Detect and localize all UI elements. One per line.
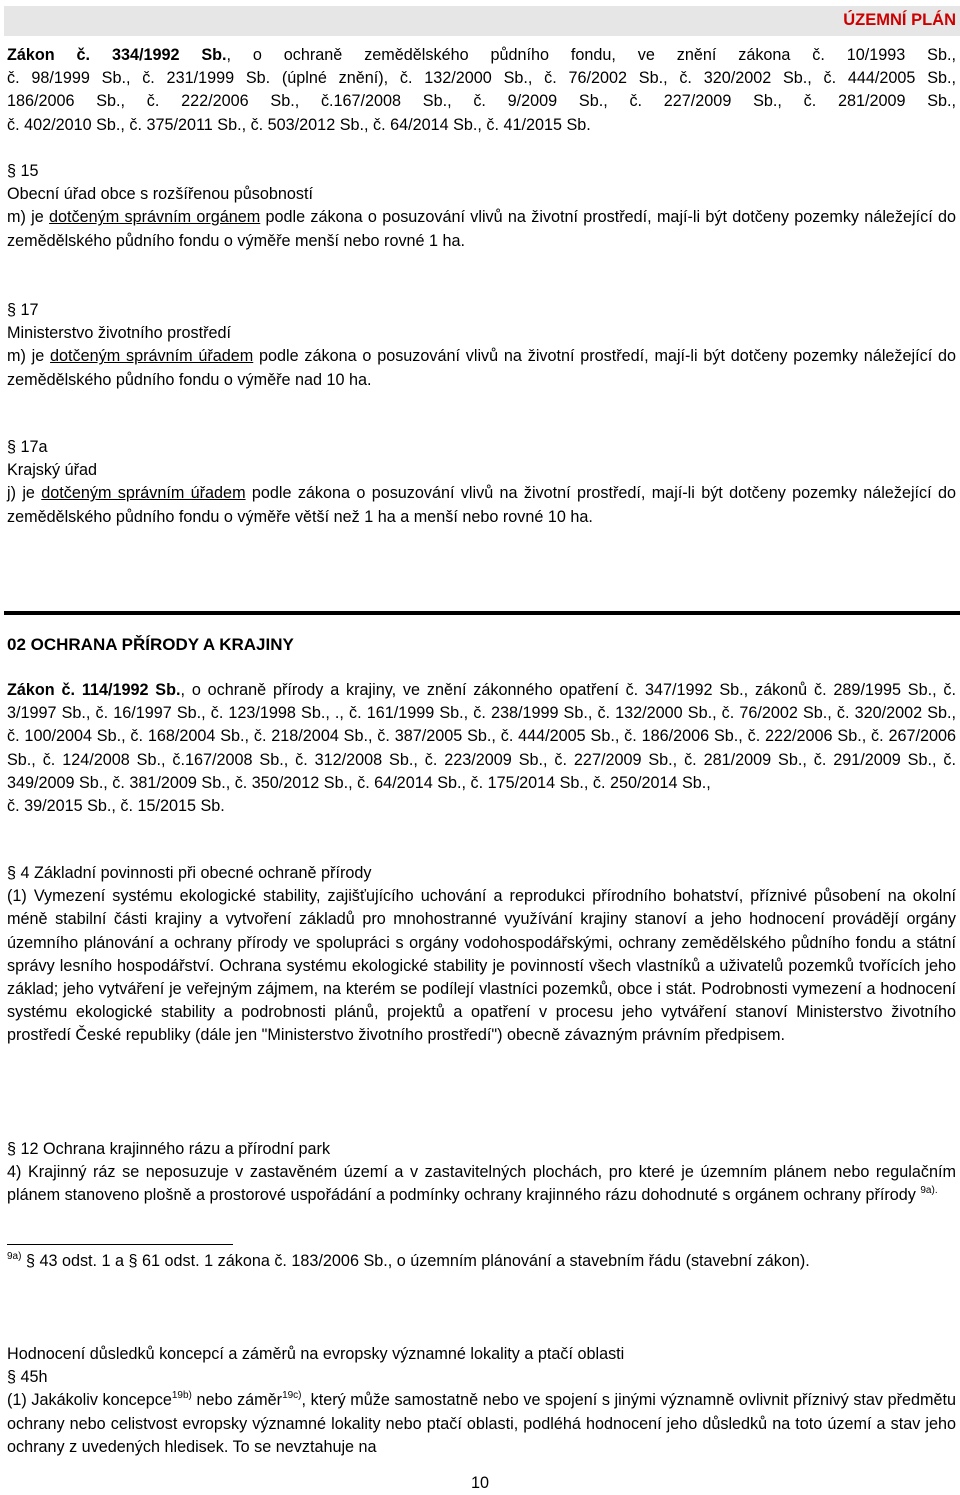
section-45h (7, 1343, 956, 1459)
section-17a-item-rest: podle zákona o posuzování vlivů na životní prostředí, mají-li být dotčeny pozemky náležející do zemědělského půdního fondu o výměře větší než 1 ha a menší nebo rovné 10 ha. (7, 484, 956, 526)
section-17 (7, 299, 956, 392)
agri-law-line-4: č. 402/2010 Sb., č. 375/2011 Sb., č. 503/2012 Sb., č. 64/2014 Sb., č. 41/2015 Sb. (7, 115, 591, 134)
section-15-item-link: dotčeným správním orgánem (49, 208, 261, 227)
footnote-text (7, 1250, 956, 1273)
section-12-body: 4) Krajinný ráz se neposuzuje v zastavěném území a v zastavitelných plochách, pro které je územním plánem nebo regulačním plánem stanoveno plošně a prostorové uspořádání a podmínky ochrany krajinného rázu dohodnuté s orgánem ochrany přírody (7, 1163, 956, 1205)
section-45h-intro: Hodnocení důsledků koncepcí a záměrů na evropsky významné lokality a ptačí oblasti (7, 1345, 625, 1363)
section-17-heading: § 17 (7, 301, 39, 319)
footnote-ref-9a: 9a). (920, 1185, 938, 1197)
section-17-item-link: dotčeným správním úřadem (50, 347, 254, 366)
footnote-rule (7, 1244, 233, 1245)
section-15-item-prefix: m) je (7, 208, 50, 227)
section-12 (7, 1138, 956, 1208)
section-45h-part-1: (1) Jakákoliv koncepce (7, 1391, 172, 1410)
page-header (4, 6, 960, 36)
section-45h-part-3: , který může samostatně nebo ve spojení s jinými významně ovlivnit příznivý stav předmětu ochrany nebo celistvost evropsky významné lokality nebo ptačí oblasti, podléhá hodnocení jeho důsledků na toto území a stav jeho ochrany z uvedených hledisek. To se nevztahuje na (7, 1391, 956, 1456)
chapter-separator (4, 611, 960, 615)
footnote-ref-19c: 19c) (282, 1390, 302, 1402)
section-17a-item-prefix: j) je (7, 484, 42, 503)
footnote-ref-19b: 19b) (171, 1390, 192, 1402)
nature-law-lead: Zákon č. 114/1992 Sb. (7, 681, 181, 699)
agri-law-line-2: č. 98/1999 Sb., č. 231/1999 Sb. (úplné znění), č. 132/2000 Sb., č. 76/2002 Sb., č. 320/2002 Sb., č. 444/2005 Sb., (7, 69, 956, 88)
section-17a-authority: Krajský úřad (7, 461, 97, 480)
agri-law-line-1 (7, 44, 956, 67)
chapter-title: 02 OCHRANA PŘÍRODY A KRAJINY (7, 635, 294, 654)
section-15-heading: § 15 (7, 162, 39, 180)
footnote-body: § 43 odst. 1 a § 61 odst. 1 zákona č. 183/2006 Sb., o územním plánování a stavebním řádu (stavební zákon). (21, 1252, 810, 1270)
document-title: ÚZEMNÍ PLÁN (843, 11, 956, 29)
section-12-heading: § 12 Ochrana krajinného rázu a přírodní park (7, 1140, 331, 1158)
nature-law-citation (7, 679, 956, 818)
section-17-item-rest: podle zákona o posuzování vlivů na životní prostředí, mají-li být dotčeny pozemky náležející do zemědělského půdního fondu o výměře nad 10 ha. (7, 347, 956, 389)
section-4-text: (1) Vymezení systému ekologické stability, zajišťujícího uchování a reprodukci přírodního bohatství, příznivé působení na okolní méně stabilní části krajiny a vytvoření základů pro mnohostranné využívání krajiny stanoví a jeho hodnocení provádějí orgány územního plánování a ochrany přírody ve spolupráci s orgány vodohospodářskými, ochrany zemědělského půdního fondu a státní správy lesního hospodářství. Ochrana systému ekologické stability je povinností všech vlastníků a uživatelů pozemků tvořících jeho základ; jeho vytváření je veřejným zájmem, na kterém se podílejí vlastníci pozemků, obce i stát. Podrobnosti vymezení a hodnocení systému ekologické stability a podrobnosti plánů, projektů a opatření v procesu jeho vytváření stanoví Ministerstvo životního prostředí České republiky (dále jen "Ministerstvo životního prostředí") obecně závazným právním předpisem. (7, 887, 956, 1045)
agri-law-citation (7, 44, 956, 137)
section-17-item-prefix: m) je (7, 347, 51, 366)
section-15-authority: Obecní úřad obce s rozšířenou působností (7, 185, 313, 204)
section-45h-heading: § 45h (7, 1368, 48, 1387)
footnote (7, 1250, 956, 1273)
section-12-text (7, 1161, 956, 1207)
nature-law-last-line: č. 39/2015 Sb., č. 15/2015 Sb. (7, 797, 225, 816)
section-15 (7, 160, 956, 253)
agri-law-line-1-rest: , o ochraně zemědělského půdního fondu, ve znění zákona č. 10/1993 Sb., (226, 46, 956, 64)
section-15-item (7, 206, 956, 252)
chapter (7, 633, 956, 656)
section-17a-heading: § 17a (7, 438, 48, 456)
section-17a-item-link: dotčeným správním úřadem (41, 484, 246, 503)
agri-law-lead: Zákon č. 334/1992 Sb. (7, 46, 227, 64)
agri-law-line-3: 186/2006 Sb., č. 222/2006 Sb., č.167/2008 Sb., č. 9/2009 Sb., č. 227/2009 Sb., č. 281/2009 Sb., (7, 92, 956, 111)
nature-law-text (7, 679, 956, 795)
section-17-authority: Ministerstvo životního prostředí (7, 324, 232, 343)
section-4 (7, 862, 956, 1048)
footnote-mark: 9a) (7, 1251, 22, 1262)
section-4-heading: § 4 Základní povinnosti při obecné ochraně přírody (7, 864, 372, 882)
section-17a-item (7, 482, 956, 528)
section-17-item (7, 345, 956, 391)
section-15-item-rest: podle zákona o posuzování vlivů na životní prostředí, mají-li být dotčeny pozemky náležející do zemědělského půdního fondu o výměře menší nebo rovné 1 ha. (7, 208, 956, 250)
section-45h-text (7, 1389, 956, 1459)
page-number: 10 (470, 1474, 489, 1492)
section-17a (7, 436, 956, 529)
section-45h-part-2: nebo záměr (191, 1391, 283, 1410)
nature-law-rest: , o ochraně přírody a krajiny, ve znění zákonného opatření č. 347/1992 Sb., zákonů č. 289/1995 Sb., č. 3/1997 Sb., č. 16/1997 Sb., č. 123/1998 Sb., ., č. 161/1999 Sb., č. 238/1999 Sb., č. 132/2000 Sb., č. 76/2002 Sb., č. 320/2002 Sb., č. 100/2004 Sb., č. 168/2004 Sb., č. 218/2004 Sb., č. 387/2005 Sb., č. 444/2005 Sb., č. 186/2006 Sb., č. 222/2006 Sb., č. 267/2006 Sb., č. 124/2008 Sb., č.167/2008 Sb., č. 312/2008 Sb., č. 223/2009 Sb., č. 227/2009 Sb., č. 281/2009 Sb., č. 291/2009 Sb., č. 349/2009 Sb., č. 381/2009 Sb., č. 350/2012 Sb., č. 64/2014 Sb., č. 175/2014 Sb., č. 250/2014 Sb., (7, 681, 956, 792)
